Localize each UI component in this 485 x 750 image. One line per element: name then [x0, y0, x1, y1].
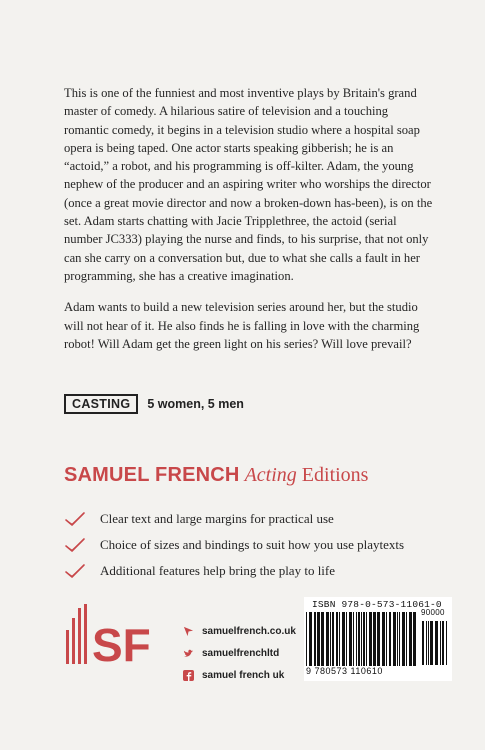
casting-label: CASTING: [64, 394, 138, 414]
blurb-paragraph-2: Adam wants to build a new television series around her, but the studio will not hear of it. He also finds he is falling in love with the charming robot! Will Adam get the green light on his series? Will love prevail?: [64, 300, 420, 351]
features-list: [64, 506, 464, 584]
feature-item: [64, 532, 464, 558]
edition-editions: Editions: [301, 464, 369, 486]
casting: [64, 394, 244, 414]
addon-digits: 90000: [421, 608, 445, 617]
addon-bars: [422, 621, 450, 665]
social-links: [183, 620, 296, 686]
feature-text: Additional features help bring the play to life: [100, 563, 336, 578]
social-twitter[interactable]: [183, 642, 296, 664]
samuel-french-logo: [66, 604, 176, 666]
social-website-text: samuelfrench.co.uk: [202, 625, 296, 637]
checkmark-icon: [64, 510, 86, 528]
feature-item: [64, 506, 464, 532]
barcode-digits: 9 780573 110610: [306, 666, 383, 676]
edition-brand: SAMUEL FRENCH: [64, 464, 240, 486]
feature-text: Clear text and large margins for practical use: [100, 511, 334, 526]
cursor-icon: [183, 626, 194, 637]
logo-letters: SF: [92, 619, 151, 666]
social-facebook[interactable]: [183, 664, 296, 686]
edition-acting: Acting: [244, 464, 297, 486]
edition-title: [64, 464, 368, 487]
feature-item: [64, 558, 464, 584]
blurb: [64, 84, 434, 366]
barcode: [304, 597, 452, 681]
feature-text: Choice of sizes and bindings to suit how you use playtexts: [100, 537, 405, 552]
facebook-icon: [183, 670, 194, 681]
casting-value: 5 women, 5 men: [147, 397, 244, 411]
checkmark-icon: [64, 536, 86, 554]
checkmark-icon: [64, 562, 86, 580]
twitter-icon: [183, 648, 194, 659]
barcode-bars: [306, 612, 418, 666]
social-website[interactable]: [183, 620, 296, 642]
social-facebook-text: samuel french uk: [202, 669, 285, 681]
blurb-paragraph-1: This is one of the funniest and most inventive plays by Britain's grand master of comedy. A hilarious satire of television and a touching romantic comedy, it begins in a television studio where a hospital soap opera is being taped. One actor starts speaking gibberish; he is an “actoid,” a robot, and his programming is off-kilter. Adam, the young nephew of the producer and an aspiring writer who worships the director (once a great movie director and now a broken-down has-been), is on the set. Adam starts chatting with Jacie Tripplethree, the actoid (serial number JC333) playing the nurse and finds, to his surprise, that not only can she carry on a conversation but, due to what she calls a fault in her programming, she has a creative imagination.: [64, 86, 433, 283]
isbn-text: ISBN 978-0-573-11061-0: [312, 599, 442, 610]
social-twitter-text: samuelfrenchltd: [202, 647, 280, 659]
